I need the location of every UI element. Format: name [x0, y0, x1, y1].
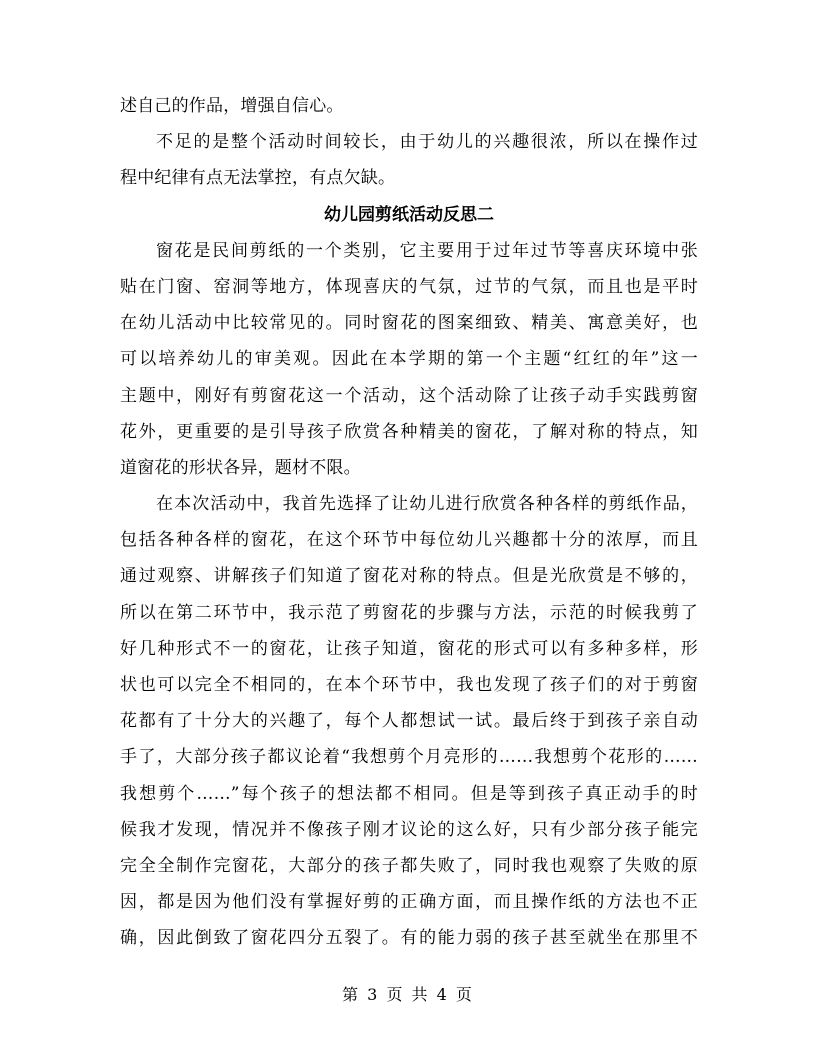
text-line: 不足的是整个活动时间较长，由于幼儿的兴趣很浓，所以在操作过 [156, 132, 698, 153]
text-line: 程中纪律有点无法掌控，有点欠缺。 [120, 168, 396, 189]
text-line: 手了，大部分孩子都议论着“我想剪个月亮形的……我想剪个花形的…… [120, 747, 698, 768]
text-line: 主题中，刚好有剪窗花这一个活动，这个活动除了让孩子动手实践剪窗 [120, 385, 698, 406]
text-line: 在本次活动中，我首先选择了让幼儿进行欣赏各种各样的剪纸作品， [156, 494, 698, 515]
text-line: 确，因此倒致了窗花四分五裂了。有的能力弱的孩子甚至就坐在那里不 [120, 928, 698, 949]
text-line: 花都有了十分大的兴趣了，每个人都想试一试。最后终于到孩子亲自动 [120, 711, 698, 732]
text-line: 述自己的作品，增强自信心。 [120, 96, 344, 116]
document-body [120, 88, 698, 957]
text-line: 花外，更重要的是引导孩子欣赏各种精美的窗花，了解对称的特点，知 [120, 421, 698, 442]
text-line: 道窗花的形状各异，题材不限。 [120, 457, 361, 478]
text-line: 贴在门窗、窑洞等地方，体现喜庆的气氛，过节的气氛，而且也是平时 [120, 276, 698, 297]
text-line: 可以培养幼儿的审美观。因此在本学期的第一个主题“红红的年”这一 [120, 349, 698, 370]
text-line: 通过观察、讲解孩子们知道了窗花对称的特点。但是光欣赏是不够的， [120, 566, 698, 587]
text-line: 包括各种各样的窗花，在这个环节中每位幼儿兴趣都十分的浓厚，而且 [120, 530, 698, 551]
page-footer: 第 3 页 共 4 页 [342, 985, 474, 1004]
section-title: 幼儿园剪纸活动反思二 [324, 204, 494, 225]
text-line: 窗花是民间剪纸的一个类别，它主要用于过年过节等喜庆环境中张 [156, 240, 698, 261]
text-line: 在幼儿活动中比较常见的。同时窗花的图案细致、精美、寓意美好，也 [120, 313, 698, 334]
text-line: 所以在第二环节中，我示范了剪窗花的步骤与方法，示范的时候我剪了 [120, 602, 698, 623]
text-line: 好几种形式不一的窗花，让孩子知道，窗花的形式可以有多种多样，形 [120, 638, 698, 659]
text-line: 因，都是因为他们没有掌握好剪的正确方面，而且操作纸的方法也不正 [120, 892, 698, 913]
text-line: 状也可以完全不相同的，在本个环节中，我也发现了孩子们的对于剪窗 [120, 675, 698, 695]
text-line: 候我才发现，情况并不像孩子刚才议论的这么好，只有少部分孩子能完 [120, 819, 698, 840]
text-line: 我想剪个……”每个孩子的想法都不相同。但是等到孩子真正动手的时 [120, 783, 698, 804]
text-line: 完全全制作完窗花，大部分的孩子都失败了，同时我也观察了失败的原 [120, 855, 698, 876]
